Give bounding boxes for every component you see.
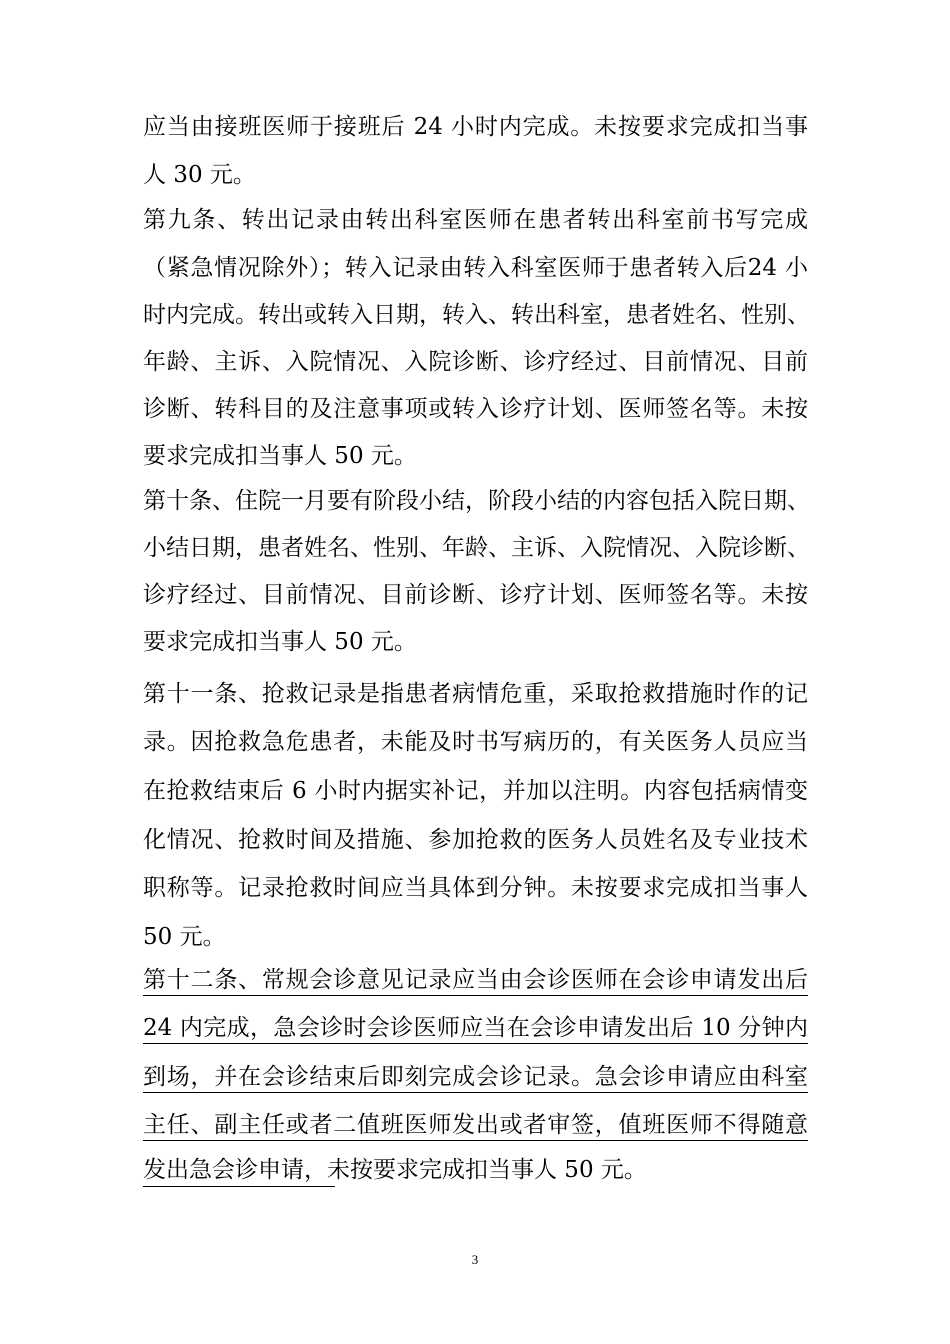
text-line: 在抢救结束后 6 小时内据实补记，并加以注明。内容包括病情变 bbox=[143, 778, 808, 804]
text-line: 小结日期，患者姓名、性别、年龄、主诉、入院情况、入院诊断、 bbox=[143, 535, 810, 561]
text-line: 职称等。记录抢救时间应当具体到分钟。未按要求完成扣当事人 bbox=[143, 875, 808, 901]
text-line: 人 30 元。 bbox=[143, 162, 256, 188]
text-line: （紧急情况除外）；转入记录由转入科室医师于患者转入后24 小 bbox=[143, 255, 808, 281]
underline-rule bbox=[143, 995, 808, 996]
underline-rule bbox=[143, 1140, 808, 1141]
text-line: 第九条、转出记录由转出科室医师在患者转出科室前书写完成 bbox=[143, 207, 808, 233]
text-line: 要求完成扣当事人 50 元。 bbox=[143, 443, 417, 469]
text-line: 化情况、抢救时间及措施、参加抢救的医务人员姓名及专业技术 bbox=[143, 827, 808, 853]
text-line: 年龄、主诉、入院情况、入院诊断、诊疗经过、目前情况、目前 bbox=[143, 349, 808, 375]
text-line: 要求完成扣当事人 50 元。 bbox=[143, 629, 417, 655]
text-line: 到场，并在会诊结束后即刻完成会诊记录。急会诊申请应由科室 bbox=[143, 1064, 808, 1090]
underline-rule bbox=[143, 1186, 335, 1187]
text-line: 50 元。 bbox=[143, 924, 226, 950]
text-line: 第十一条、抢救记录是指患者病情危重，采取抢救措施时作的记 bbox=[143, 681, 808, 707]
text-line: 诊疗经过、目前情况、目前诊断、诊疗计划、医师签名等。未按 bbox=[143, 582, 808, 608]
text-line: 发出急会诊申请，未按要求完成扣当事人 50 元。 bbox=[143, 1157, 647, 1183]
text-line: 录。因抢救急危患者，未能及时书写病历的，有关医务人员应当 bbox=[143, 729, 808, 755]
text-line: 诊断、转科目的及注意事项或转入诊疗计划、医师签名等。未按 bbox=[143, 396, 808, 422]
text-line: 第十条、住院一月要有阶段小结，阶段小结的内容包括入院日期、 bbox=[143, 488, 810, 514]
text-line: 时内完成。转出或转入日期，转入、转出科室，患者姓名、性别、 bbox=[143, 302, 810, 328]
text-line: 第十二条、常规会诊意见记录应当由会诊医师在会诊申请发出后 bbox=[143, 967, 808, 993]
text-line: 24 内完成，急会诊时会诊医师应当在会诊申请发出后 10 分钟内 bbox=[143, 1015, 808, 1041]
page-number: 3 bbox=[471, 1252, 479, 1267]
underline-rule bbox=[143, 1092, 808, 1093]
underline-rule bbox=[143, 1043, 808, 1044]
text-line: 应当由接班医师于接班后 24 小时内完成。未按要求完成扣当事 bbox=[143, 114, 808, 140]
text-line: 主任、副主任或者二值班医师发出或者审签，值班医师不得随意 bbox=[143, 1112, 808, 1138]
